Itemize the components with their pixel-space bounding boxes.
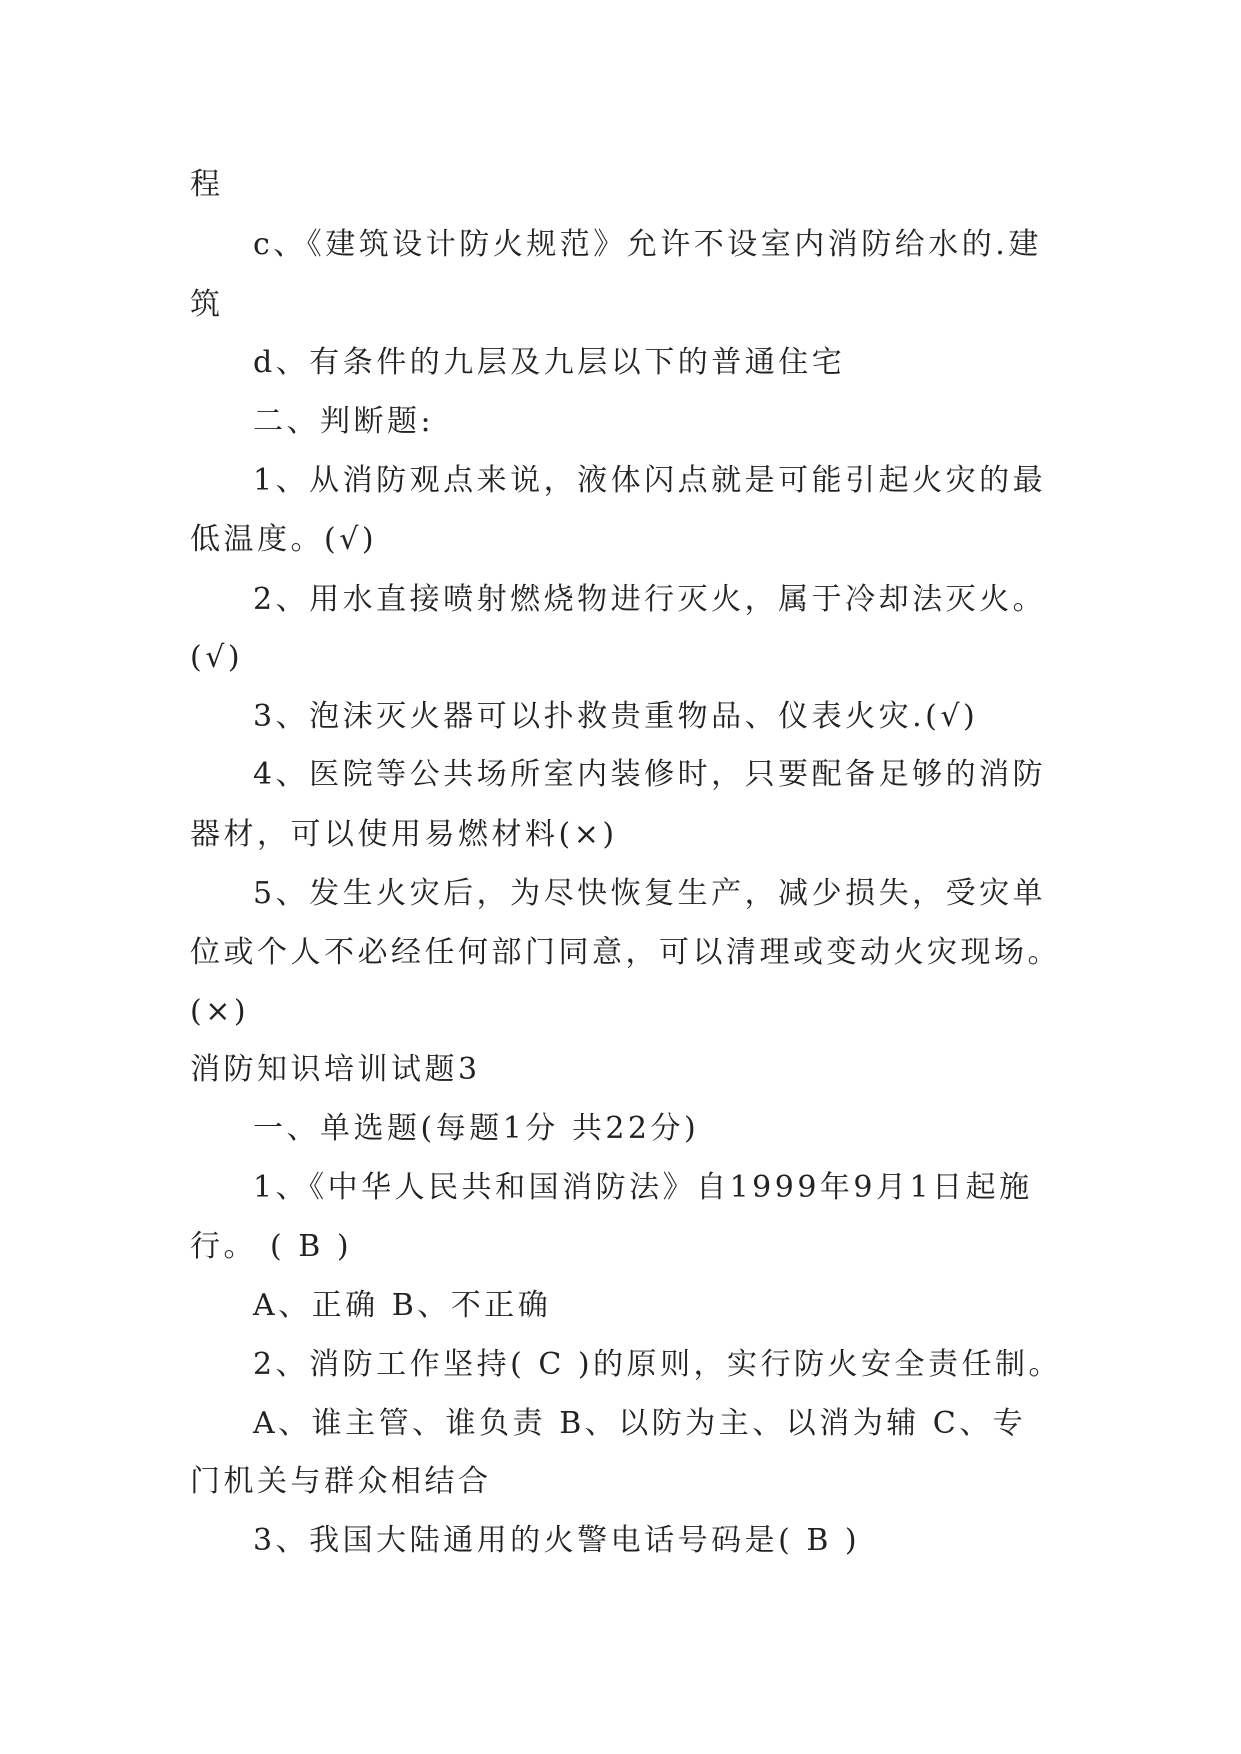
text-line-1: 程 [190,167,224,202]
text-line-3: 筑 [190,287,224,322]
text-line-16: 消防知识培训试题3 [190,1052,481,1087]
text-line-21: 2、消防工作坚持( C )的原则，实行防火安全责任制。 [253,1347,1063,1382]
text-line-20: A、正确 B、不正确 [253,1288,552,1323]
text-line-8: 2、用水直接喷射燃烧物进行灭火，属于冷却法灭火。 [253,582,1047,617]
text-line-14: 位或个人不必经任何部门同意，可以清理或变动火灾现场。 [190,935,1061,970]
text-line-7: 低温度。(√) [190,522,378,557]
text-line-23: 门机关与群众相结合 [190,1464,492,1499]
text-line-22: A、谁主管、谁负责 B、以防为主、以消为辅 C、专 [253,1406,1027,1441]
text-line-2: c、《建筑设计防火规范》允许不设室内消防给水的.建 [253,227,1042,262]
text-line-15: (×) [190,994,250,1029]
text-line-4: d、有条件的九层及九层以下的普通住宅 [253,345,846,380]
text-line-17: 一、单选题(每题1分 共22分) [253,1111,700,1146]
text-line-5: 二、判断题: [253,404,435,439]
text-line-13: 5、发生火灾后，为尽快恢复生产，减少损失，受灾单 [253,876,1047,911]
text-line-10: 3、泡沫灭火器可以扑救贵重物品、仪表火灾.(√) [253,699,979,734]
text-line-18: 1、《中华人民共和国消防法》自1999年9月1日起施 [253,1170,1033,1205]
text-line-24: 3、我国大陆通用的火警电话号码是( B ) [253,1523,861,1558]
text-line-9: (√) [190,640,244,675]
text-line-6: 1、从消防观点来说，液体闪点就是可能引起火灾的最 [253,463,1047,498]
text-line-11: 4、医院等公共场所室内装修时，只要配备足够的消防 [253,757,1047,792]
text-line-19: 行。 ( B ) [190,1229,353,1264]
text-line-12: 器材，可以使用易燃材料(×) [190,817,618,852]
